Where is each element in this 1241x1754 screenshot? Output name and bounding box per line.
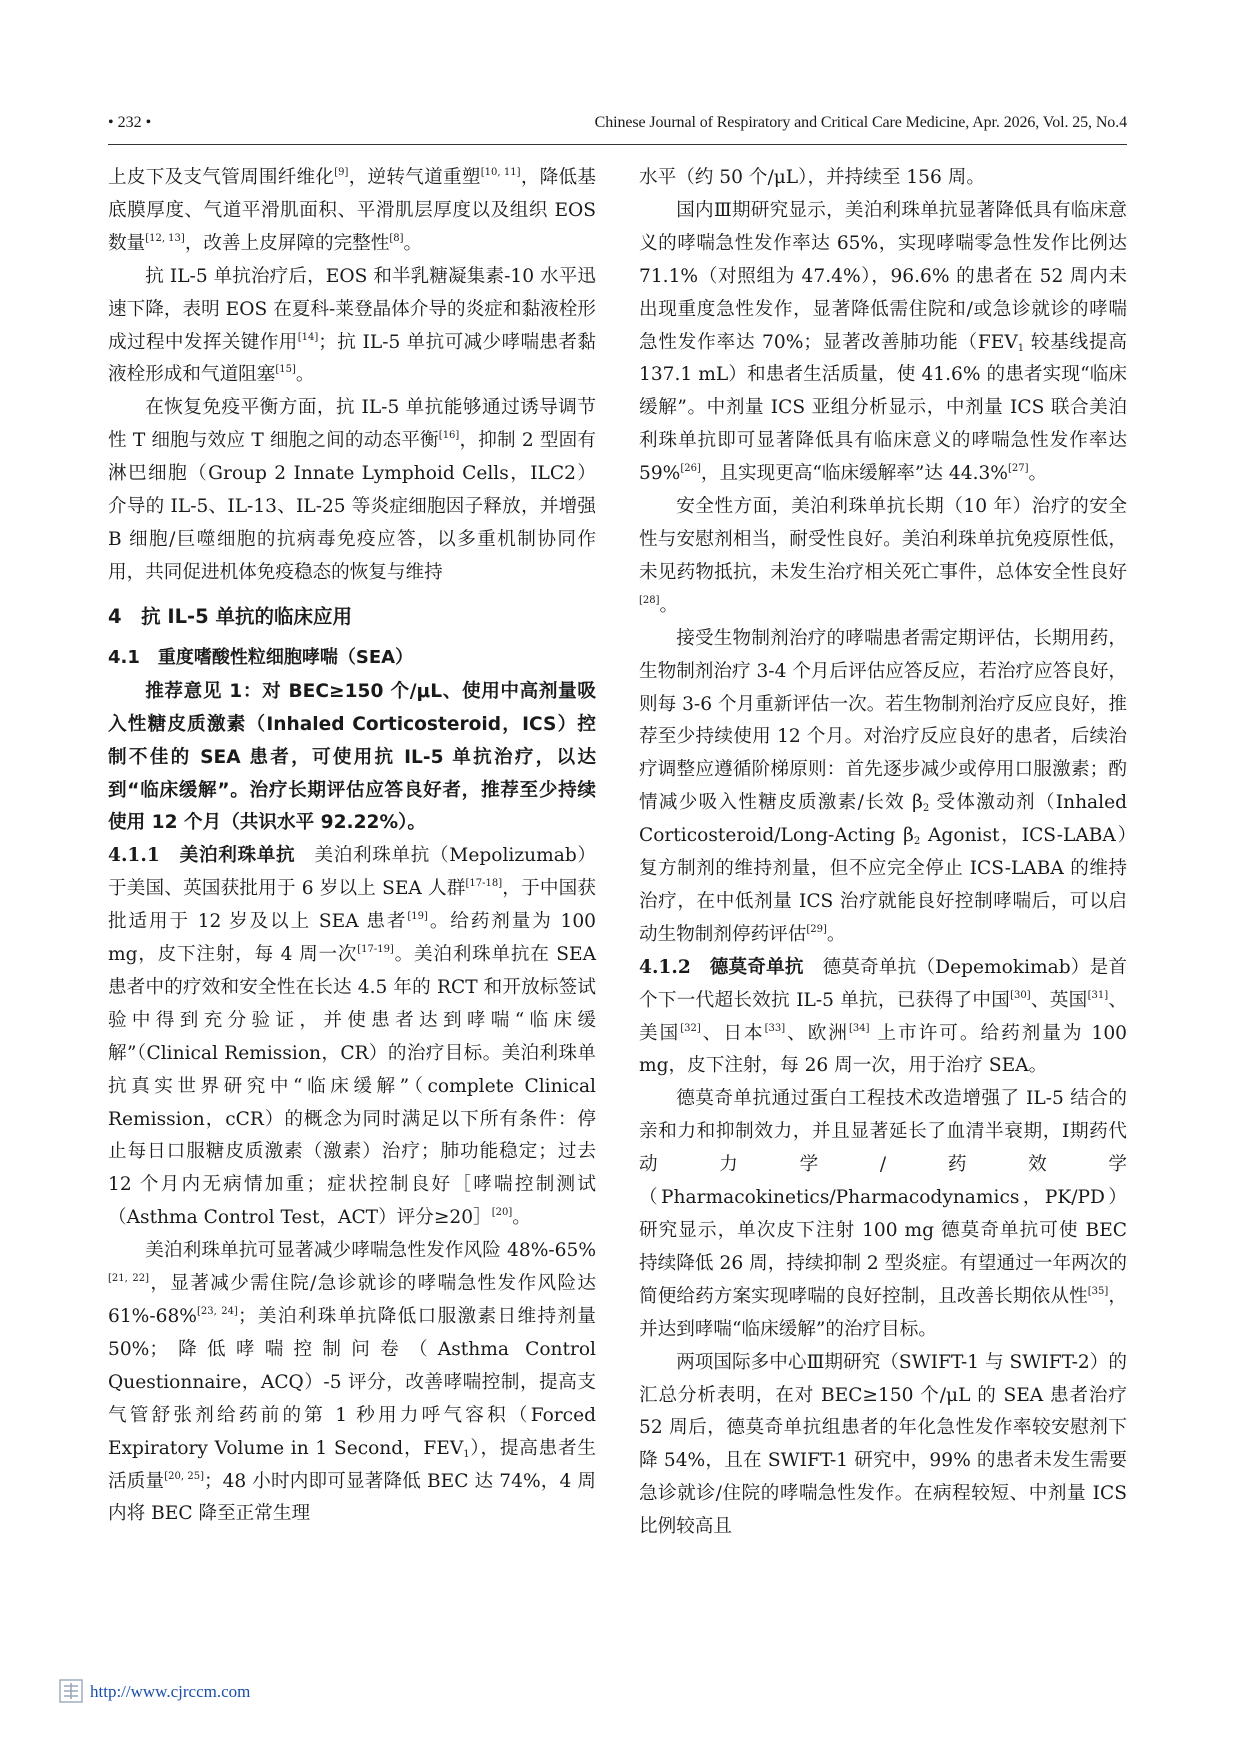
paragraph: 在恢复免疫平衡方面，抗 IL-5 单抗能够通过诱导调节性 T 细胞与效应 T 细胞之间的动态平衡[16]，抑制 2 型固有淋巴细胞（Group 2 Innate Lymphoid Cells，ILC2）介导的 IL-5、IL-13、IL-25 等炎症细胞因子释放，并增强 B 细胞/巨噬细胞的抗病毒免疫应答，以多重机制协同作用，共同促进机体免疫稳态的恢复与维持 — [108, 397, 596, 583]
paragraph: 接受生物制剂治疗的哮喘患者需定期评估，长期用药，生物制剂治疗 3-4 个月后评估应答反应，若治疗应答良好，则每 3-6 个月重新评估一次。若生物制剂治疗反应良好，推荐至少持续使用 12 个月。对治疗反应良好的患者，后续治疗调整应遵循阶梯原则：首先逐步减少或停用口服激素；酌情减少吸入性糖皮质激素/长效 $\beta_2$ 受体激动剂（Inhaled Corticosteroid/Long-Acting $\beta_2$ Agonist，ICS-LABA）复方制剂的维持剂量，但不应完全停止 ICS-LABA 的维持治疗，在中低剂量 ICS 治疗就能良好控制哮喘后，可以启动生物制剂停药评估[29]。 — [639, 627, 1128, 945]
paragraph: 美泊利珠单抗可显著减少哮喘急性发作风险 48%-65%[21, 22]，显著减少需住院/急诊就诊的哮喘急性发作风险达 61%-68%[23, 24]；美泊利珠单抗降低口服激素日维持剂量 50%；降低哮喘控制问卷（Asthma Control Questionnaire，ACQ）-5 评分，改善哮喘控制，提高支气管舒张剂给药前的第 1 秒用力呼气容积（Forced Expiratory Volume in 1 Second，$FEV_1$），提高患者生活质量[20, 25]；48 小时内即可显著降低 BEC 达 74%，4 周内将 BEC 降至正常生理 — [108, 1240, 597, 1525]
journal-logo-icon — [58, 1678, 84, 1704]
section-heading: 4 抗 IL-5 单抗的临床应用 — [108, 604, 352, 628]
paragraph: 4.1.1 美泊利珠单抗 美泊利珠单抗（Mepolizumab）于美国、英国获批用于 6 岁以上 SEA 人群[17-18]，于中国获批适用于 12 岁及以上 SEA 患者[19]。给药剂量为 100 mg，皮下注射，每 4 周一次[17-19]。美泊利珠单抗在 SEA 患者中的疗效和安全性在长达 4.5 年的 RCT 和开放标签试验中得到充分验证，并使患者达到哮喘“临床缓解”（Clinical Remission，CR）的治疗目标。美泊利珠单抗真实世界研究中“临床缓解”（complete Clinical Remission，cCR）的概念为同时满足以下所有条件：停止每日口服糖皮质激素（激素）治疗；肺功能稳定；过去 12 个月内无病情加重；症状控制良好［哮喘控制测试（Asthma Control Test，ACT）评分≥20］[20]。 — [108, 845, 596, 1229]
page-header — [108, 108, 1127, 138]
page-number: • 232 • — [108, 114, 152, 131]
left-column — [108, 162, 596, 1531]
paragraph: 国内Ⅲ期研究显示，美泊利珠单抗显著降低具有临床意义的哮喘急性发作率达 65%，实现哮喘零急性发作比例达 71.1%（对照组为 47.4%），96.6% 的患者在 52 周内未出现重度急性发作，显著降低需住院和/或急诊就诊的哮喘急性发作率达 70%；显著改善肺功能（$FEV_1$ 较基线提高 137.1 mL）和患者生活质量，使 41.6% 的患者实现“临床缓解”。中剂量 ICS 亚组分析显示，中剂量 ICS 联合美泊利珠单抗即可显著降低具有临床意义的哮喘急性发作率达 59%[26]，且实现更高“临床缓解率”达 44.3%[27]。 — [639, 199, 1127, 485]
subsection-heading: 4.1 重度嗜酸性粒细胞哮喘（SEA） — [108, 646, 414, 668]
footer-url-link[interactable]: http://www.cjrccm.com — [90, 1682, 251, 1701]
paragraph: 两项国际多中心Ⅲ期研究（SWIFT-1 与 SWIFT-2）的汇总分析表明，在对 BEC≥150 个/μL 的 SEA 患者治疗 52 周后，德莫奇单抗组患者的年化急性发作率较安慰剂下降 54%，且在 SWIFT-1 研究中，99% 的患者未发生需要急诊就诊/住院的哮喘急性发作。在病程较短、中剂量 ICS 比例较高且 — [639, 1351, 1127, 1538]
paragraph: 抗 IL-5 单抗治疗后，EOS 和半乳糖凝集素-10 水平迅速下降，表明 EOS 在夏科-莱登晶体介导的炎症和黏液栓形成过程中发挥关键作用[14]；抗 IL-5 单抗可减少哮喘患者黏液栓形成和气道阻塞[15]。 — [108, 265, 596, 386]
paragraph: 上皮下及支气管周围纤维化[9]，逆转气道重塑[10, 11]，降低基底膜厚度、气道平滑肌面积、平滑肌层厚度以及组织 EOS 数量[12, 13]，改善上皮屏障的完整性[8]。 — [108, 167, 596, 254]
header-rule — [108, 144, 1127, 145]
paragraph: 4.1.2 德莫奇单抗 德莫奇单抗（Depemokimab）是首个下一代超长效抗 IL-5 单抗，已获得了中国[30]、英国[31]、美国[32]、日本[33]、欧洲[34] 上市许可。给药剂量为 100 mg，皮下注射，每 26 周一次，用于治疗 SEA。 — [639, 956, 1127, 1077]
recommendation: 推荐意见 1：对 BEC≥150 个/μL、使用中高剂量吸入性糖皮质激素（Inhaled Corticosteroid，ICS）控制不佳的 SEA 患者，可使用抗 IL-5 单抗治疗，以达到“临床缓解”。治疗长期评估应答良好者，推荐至少持续使用 12 个月（共识水平 92.22%）。 — [108, 680, 596, 834]
paragraph: 德莫奇单抗通过蛋白工程技术改造增强了 IL-5 结合的亲和力和抑制效力，并且显著延长了血清半衰期，Ⅰ期药代动力学/药效学（Pharmacokinetics/Pharmacodynamics，PK/PD）研究显示，单次皮下注射 100 mg 德莫奇单抗可使 BEC 持续降低 26 周，持续抑制 2 型炎症。有望通过一年两次的简便给药方案实现哮喘的良好控制，且改善长期依从性[35]，并达到哮喘“临床缓解”的治疗目标。 — [639, 1088, 1127, 1340]
paragraph: 安全性方面，美泊利珠单抗长期（10 年）治疗的安全性与安慰剂相当，耐受性良好。美泊利珠单抗免疫原性低，未见药物抵抗，未发生治疗相关死亡事件，总体安全性良好[28]。 — [639, 496, 1127, 616]
journal-citation: Chinese Journal of Respiratory and Critical Care Medicine, Apr. 2026, Vol. 25, No.4 — [594, 114, 1127, 131]
paragraph: 水平（约 50 个/μL），并持续至 156 周。 — [639, 167, 985, 188]
subsubsection-label: 4.1.1 美泊利珠单抗 — [108, 845, 315, 867]
right-column — [639, 162, 1127, 1544]
subsubsection-label: 4.1.2 德莫奇单抗 — [639, 956, 823, 978]
